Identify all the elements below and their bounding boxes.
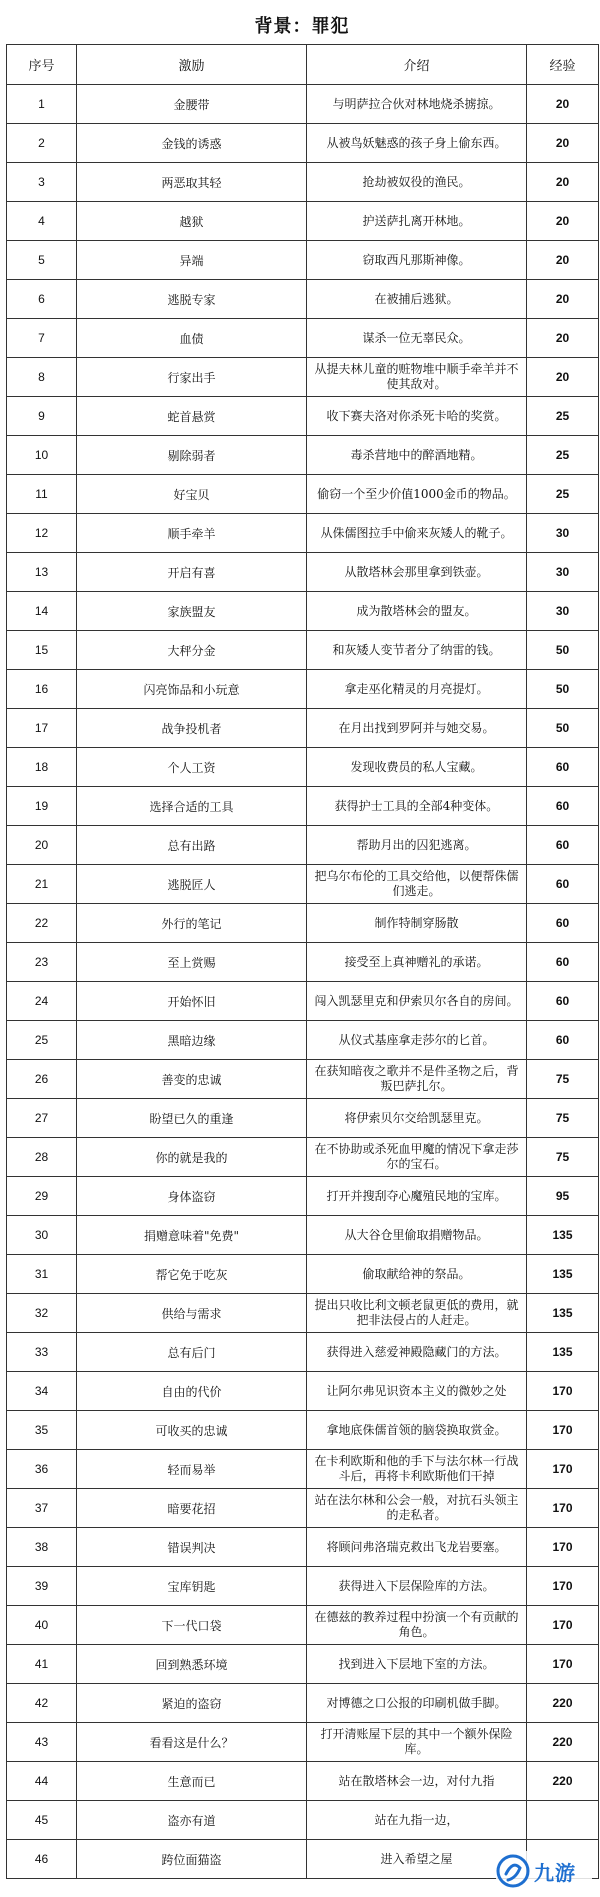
row-description: 在德兹的教养过程中扮演一个有贡献的角色。 xyxy=(307,1606,527,1645)
row-achievement-name: 可收买的忠诚 xyxy=(77,1411,307,1450)
row-description: 在月出找到罗阿并与她交易。 xyxy=(307,709,527,748)
row-experience xyxy=(527,1801,599,1840)
row-number: 35 xyxy=(7,1411,77,1450)
site-watermark xyxy=(496,1851,592,1891)
row-experience: 170 xyxy=(527,1489,599,1528)
table-row xyxy=(7,124,599,163)
watermark-text: 九游 xyxy=(534,1860,576,1885)
table-row xyxy=(7,1723,599,1762)
row-number: 43 xyxy=(7,1723,77,1762)
row-achievement-name: 蛇首悬赏 xyxy=(77,397,307,436)
table-row xyxy=(7,1528,599,1567)
row-description: 成为散塔林会的盟友。 xyxy=(307,592,527,631)
row-experience: 220 xyxy=(527,1762,599,1801)
achievement-table xyxy=(6,44,599,1879)
row-description: 获得进入下层保险库的方法。 xyxy=(307,1567,527,1606)
row-achievement-name: 宝库钥匙 xyxy=(77,1567,307,1606)
row-number: 9 xyxy=(7,397,77,436)
row-description: 将顾问弗洛瑞克救出飞龙岩要塞。 xyxy=(307,1528,527,1567)
row-description: 窃取西凡那斯神像。 xyxy=(307,241,527,280)
table-row xyxy=(7,1372,599,1411)
row-experience: 170 xyxy=(527,1645,599,1684)
row-achievement-name: 黑暗边缘 xyxy=(77,1021,307,1060)
row-number: 26 xyxy=(7,1060,77,1099)
row-experience: 30 xyxy=(527,592,599,631)
row-number: 5 xyxy=(7,241,77,280)
table-row xyxy=(7,826,599,865)
row-achievement-name: 血债 xyxy=(77,319,307,358)
row-number: 27 xyxy=(7,1099,77,1138)
table-row xyxy=(7,904,599,943)
row-description: 拿地底侏儒首领的脑袋换取赏金。 xyxy=(307,1411,527,1450)
row-number: 36 xyxy=(7,1450,77,1489)
row-number: 40 xyxy=(7,1606,77,1645)
row-number: 24 xyxy=(7,982,77,1021)
row-number: 19 xyxy=(7,787,77,826)
table-row xyxy=(7,1645,599,1684)
row-number: 4 xyxy=(7,202,77,241)
row-experience: 220 xyxy=(527,1684,599,1723)
row-experience: 135 xyxy=(527,1216,599,1255)
row-experience: 60 xyxy=(527,982,599,1021)
row-experience: 60 xyxy=(527,943,599,982)
row-description: 站在法尔林和公会一般，对抗石头领主的走私者。 xyxy=(307,1489,527,1528)
table-row xyxy=(7,1294,599,1333)
table-row xyxy=(7,241,599,280)
row-number: 37 xyxy=(7,1489,77,1528)
row-experience: 50 xyxy=(527,709,599,748)
row-number: 45 xyxy=(7,1801,77,1840)
row-achievement-name: 生意而已 xyxy=(77,1762,307,1801)
table-row xyxy=(7,280,599,319)
table-row xyxy=(7,670,599,709)
table-row xyxy=(7,1099,599,1138)
table-row xyxy=(7,1021,599,1060)
row-description: 在不协助或杀死血甲魔的情况下拿走莎尔的宝石。 xyxy=(307,1138,527,1177)
row-description: 获得进入慈爱神殿隐藏门的方法。 xyxy=(307,1333,527,1372)
table-row xyxy=(7,1060,599,1099)
row-experience: 60 xyxy=(527,787,599,826)
table-row xyxy=(7,865,599,904)
table-row xyxy=(7,1333,599,1372)
row-achievement-name: 逃脱专家 xyxy=(77,280,307,319)
row-experience: 20 xyxy=(527,280,599,319)
row-achievement-name: 总有出路 xyxy=(77,826,307,865)
row-experience: 75 xyxy=(527,1060,599,1099)
row-experience: 50 xyxy=(527,631,599,670)
row-description: 偷窃一个至少价值1000金币的物品。 xyxy=(307,475,527,514)
row-description: 接受至上真神赠礼的承诺。 xyxy=(307,943,527,982)
table-row xyxy=(7,1411,599,1450)
row-number: 25 xyxy=(7,1021,77,1060)
row-description: 打开并搜刮夺心魔殖民地的宝库。 xyxy=(307,1177,527,1216)
row-experience: 170 xyxy=(527,1606,599,1645)
row-number: 46 xyxy=(7,1840,77,1879)
row-description: 闯入凯瑟里克和伊索贝尔各自的房间。 xyxy=(307,982,527,1021)
row-description: 收下赛夫洛对你杀死卡哈的奖赏。 xyxy=(307,397,527,436)
row-achievement-name: 身体盗窃 xyxy=(77,1177,307,1216)
row-achievement-name: 善变的忠诚 xyxy=(77,1060,307,1099)
table-row xyxy=(7,748,599,787)
table-body xyxy=(7,85,599,1879)
row-achievement-name: 盗亦有道 xyxy=(77,1801,307,1840)
table-row xyxy=(7,982,599,1021)
row-experience: 30 xyxy=(527,553,599,592)
row-description: 护送萨扎离开林地。 xyxy=(307,202,527,241)
row-description: 将伊索贝尔交给凯瑟里克。 xyxy=(307,1099,527,1138)
page-title: 背景：罪犯 xyxy=(254,16,350,37)
row-achievement-name: 你的就是我的 xyxy=(77,1138,307,1177)
column-header-name: 激励 xyxy=(77,45,307,85)
row-achievement-name: 至上赏赐 xyxy=(77,943,307,982)
row-number: 20 xyxy=(7,826,77,865)
table-row xyxy=(7,319,599,358)
row-achievement-name: 盼望已久的重逢 xyxy=(77,1099,307,1138)
row-achievement-name: 越狱 xyxy=(77,202,307,241)
row-experience: 75 xyxy=(527,1099,599,1138)
table-row xyxy=(7,163,599,202)
row-achievement-name: 选择合适的工具 xyxy=(77,787,307,826)
row-achievement-name: 逃脱匠人 xyxy=(77,865,307,904)
row-description: 从大谷仓里偷取捐赠物品。 xyxy=(307,1216,527,1255)
row-number: 14 xyxy=(7,592,77,631)
row-number: 34 xyxy=(7,1372,77,1411)
row-number: 44 xyxy=(7,1762,77,1801)
row-achievement-name: 两恶取其轻 xyxy=(77,163,307,202)
table-row xyxy=(7,592,599,631)
row-number: 32 xyxy=(7,1294,77,1333)
row-description: 从被鸟妖魅惑的孩子身上偷东西。 xyxy=(307,124,527,163)
row-experience: 60 xyxy=(527,826,599,865)
row-achievement-name: 捐赠意味着"免费" xyxy=(77,1216,307,1255)
row-experience: 20 xyxy=(527,124,599,163)
row-description: 对博德之口公报的印刷机做手脚。 xyxy=(307,1684,527,1723)
row-number: 7 xyxy=(7,319,77,358)
row-achievement-name: 紧迫的盗窃 xyxy=(77,1684,307,1723)
table-row xyxy=(7,1177,599,1216)
row-experience: 60 xyxy=(527,904,599,943)
row-achievement-name: 大秤分金 xyxy=(77,631,307,670)
row-achievement-name: 跨位面猫盗 xyxy=(77,1840,307,1879)
table-row xyxy=(7,514,599,553)
table-row xyxy=(7,202,599,241)
row-achievement-name: 个人工资 xyxy=(77,748,307,787)
table-row xyxy=(7,436,599,475)
row-experience: 60 xyxy=(527,1021,599,1060)
row-experience: 50 xyxy=(527,670,599,709)
row-experience: 20 xyxy=(527,163,599,202)
row-description: 提出只收比利文顿老鼠更低的费用，就把非法侵占的人赶走。 xyxy=(307,1294,527,1333)
table-row xyxy=(7,397,599,436)
row-experience: 60 xyxy=(527,748,599,787)
row-experience: 135 xyxy=(527,1294,599,1333)
row-number: 8 xyxy=(7,358,77,397)
row-achievement-name: 异端 xyxy=(77,241,307,280)
table-row xyxy=(7,475,599,514)
row-description: 找到进入下层地下室的方法。 xyxy=(307,1645,527,1684)
table-row xyxy=(7,1255,599,1294)
row-achievement-name: 战争投机者 xyxy=(77,709,307,748)
row-achievement-name: 行家出手 xyxy=(77,358,307,397)
table-row xyxy=(7,1606,599,1645)
row-achievement-name: 顺手牵羊 xyxy=(77,514,307,553)
row-experience: 20 xyxy=(527,202,599,241)
row-number: 38 xyxy=(7,1528,77,1567)
row-description: 偷取献给神的祭品。 xyxy=(307,1255,527,1294)
row-description: 拿走巫化精灵的月亮提灯。 xyxy=(307,670,527,709)
row-description: 从提夫林儿童的赃物堆中顺手牵羊并不使其敌对。 xyxy=(307,358,527,397)
table-row xyxy=(7,1138,599,1177)
row-description: 把乌尔布伦的工具交给他，以便帮侏儒们逃走。 xyxy=(307,865,527,904)
row-description: 和灰矮人变节者分了纳雷的钱。 xyxy=(307,631,527,670)
row-number: 2 xyxy=(7,124,77,163)
row-experience: 60 xyxy=(527,865,599,904)
row-number: 11 xyxy=(7,475,77,514)
row-description: 从仪式基座拿走莎尔的匕首。 xyxy=(307,1021,527,1060)
row-number: 22 xyxy=(7,904,77,943)
row-description: 让阿尔弗见识资本主义的微妙之处 xyxy=(307,1372,527,1411)
jiuyou-logo-icon xyxy=(496,1854,530,1888)
row-number: 3 xyxy=(7,163,77,202)
row-achievement-name: 看看这是什么？ xyxy=(77,1723,307,1762)
row-number: 31 xyxy=(7,1255,77,1294)
table-row xyxy=(7,1567,599,1606)
column-header-number: 序号 xyxy=(7,45,77,85)
table-header-row xyxy=(7,45,599,85)
row-achievement-name: 闪亮饰品和小玩意 xyxy=(77,670,307,709)
row-description: 与明萨拉合伙对林地烧杀掳掠。 xyxy=(307,85,527,124)
row-achievement-name: 错误判决 xyxy=(77,1528,307,1567)
row-description: 在被捕后逃狱。 xyxy=(307,280,527,319)
row-number: 41 xyxy=(7,1645,77,1684)
row-experience: 135 xyxy=(527,1255,599,1294)
table-row xyxy=(7,553,599,592)
row-description: 毒杀营地中的醉酒地精。 xyxy=(307,436,527,475)
column-header-experience: 经验 xyxy=(527,45,599,85)
row-experience: 170 xyxy=(527,1567,599,1606)
row-number: 33 xyxy=(7,1333,77,1372)
row-description: 帮助月出的囚犯逃离。 xyxy=(307,826,527,865)
row-experience: 25 xyxy=(527,436,599,475)
row-achievement-name: 轻而易举 xyxy=(77,1450,307,1489)
row-description: 进入希望之屋 xyxy=(307,1840,527,1879)
row-number: 29 xyxy=(7,1177,77,1216)
column-header-description: 介绍 xyxy=(307,45,527,85)
row-description: 在卡利欧斯和他的手下与法尔林一行战斗后，再将卡利欧斯他们干掉 xyxy=(307,1450,527,1489)
row-achievement-name: 外行的笔记 xyxy=(77,904,307,943)
row-achievement-name: 回到熟悉环境 xyxy=(77,1645,307,1684)
table-row xyxy=(7,1489,599,1528)
row-description: 从侏儒图拉手中偷来灰矮人的靴子。 xyxy=(307,514,527,553)
row-achievement-name: 开启有喜 xyxy=(77,553,307,592)
table-row xyxy=(7,85,599,124)
row-number: 6 xyxy=(7,280,77,319)
table-row xyxy=(7,943,599,982)
row-achievement-name: 下一代口袋 xyxy=(77,1606,307,1645)
row-number: 10 xyxy=(7,436,77,475)
row-number: 23 xyxy=(7,943,77,982)
row-number: 16 xyxy=(7,670,77,709)
row-number: 39 xyxy=(7,1567,77,1606)
table-row xyxy=(7,631,599,670)
row-experience: 170 xyxy=(527,1528,599,1567)
row-experience: 20 xyxy=(527,358,599,397)
table-row xyxy=(7,787,599,826)
row-number: 18 xyxy=(7,748,77,787)
table-row xyxy=(7,709,599,748)
row-description: 谋杀一位无辜民众。 xyxy=(307,319,527,358)
row-experience: 20 xyxy=(527,85,599,124)
row-number: 17 xyxy=(7,709,77,748)
row-experience: 30 xyxy=(527,514,599,553)
row-achievement-name: 好宝贝 xyxy=(77,475,307,514)
row-achievement-name: 供给与需求 xyxy=(77,1294,307,1333)
table-row xyxy=(7,1762,599,1801)
row-experience: 170 xyxy=(527,1411,599,1450)
row-achievement-name: 金腰带 xyxy=(77,85,307,124)
table-row xyxy=(7,358,599,397)
row-number: 1 xyxy=(7,85,77,124)
row-achievement-name: 金钱的诱惑 xyxy=(77,124,307,163)
row-experience: 25 xyxy=(527,397,599,436)
row-achievement-name: 自由的代价 xyxy=(77,1372,307,1411)
row-description: 发现收费员的私人宝藏。 xyxy=(307,748,527,787)
row-achievement-name: 暗要花招 xyxy=(77,1489,307,1528)
row-description: 打开清账屋下层的其中一个额外保险库。 xyxy=(307,1723,527,1762)
row-number: 12 xyxy=(7,514,77,553)
row-experience: 25 xyxy=(527,475,599,514)
row-experience: 170 xyxy=(527,1450,599,1489)
row-experience: 20 xyxy=(527,319,599,358)
row-number: 28 xyxy=(7,1138,77,1177)
row-achievement-name: 开始怀旧 xyxy=(77,982,307,1021)
row-experience: 75 xyxy=(527,1138,599,1177)
row-description: 获得护士工具的全部4种变体。 xyxy=(307,787,527,826)
table-row xyxy=(7,1216,599,1255)
row-experience: 170 xyxy=(527,1372,599,1411)
row-number: 42 xyxy=(7,1684,77,1723)
row-description: 在获知暗夜之歌并不是件圣物之后，背叛巴萨扎尔。 xyxy=(307,1060,527,1099)
row-achievement-name: 帮它免于吃灰 xyxy=(77,1255,307,1294)
row-description: 抢劫被奴役的渔民。 xyxy=(307,163,527,202)
row-achievement-name: 总有后门 xyxy=(77,1333,307,1372)
row-experience: 135 xyxy=(527,1333,599,1372)
row-achievement-name: 家族盟友 xyxy=(77,592,307,631)
row-experience: 95 xyxy=(527,1177,599,1216)
table-row xyxy=(7,1450,599,1489)
row-number: 30 xyxy=(7,1216,77,1255)
row-number: 15 xyxy=(7,631,77,670)
row-description: 制作特制穿肠散 xyxy=(307,904,527,943)
row-experience: 20 xyxy=(527,241,599,280)
row-description: 站在散塔林会一边，对付九指 xyxy=(307,1762,527,1801)
row-number: 13 xyxy=(7,553,77,592)
row-description: 从散塔林会那里拿到铁壶。 xyxy=(307,553,527,592)
table-row xyxy=(7,1801,599,1840)
row-achievement-name: 剔除弱者 xyxy=(77,436,307,475)
row-description: 站在九指一边， xyxy=(307,1801,527,1840)
row-number: 21 xyxy=(7,865,77,904)
table-row xyxy=(7,1684,599,1723)
row-experience: 220 xyxy=(527,1723,599,1762)
